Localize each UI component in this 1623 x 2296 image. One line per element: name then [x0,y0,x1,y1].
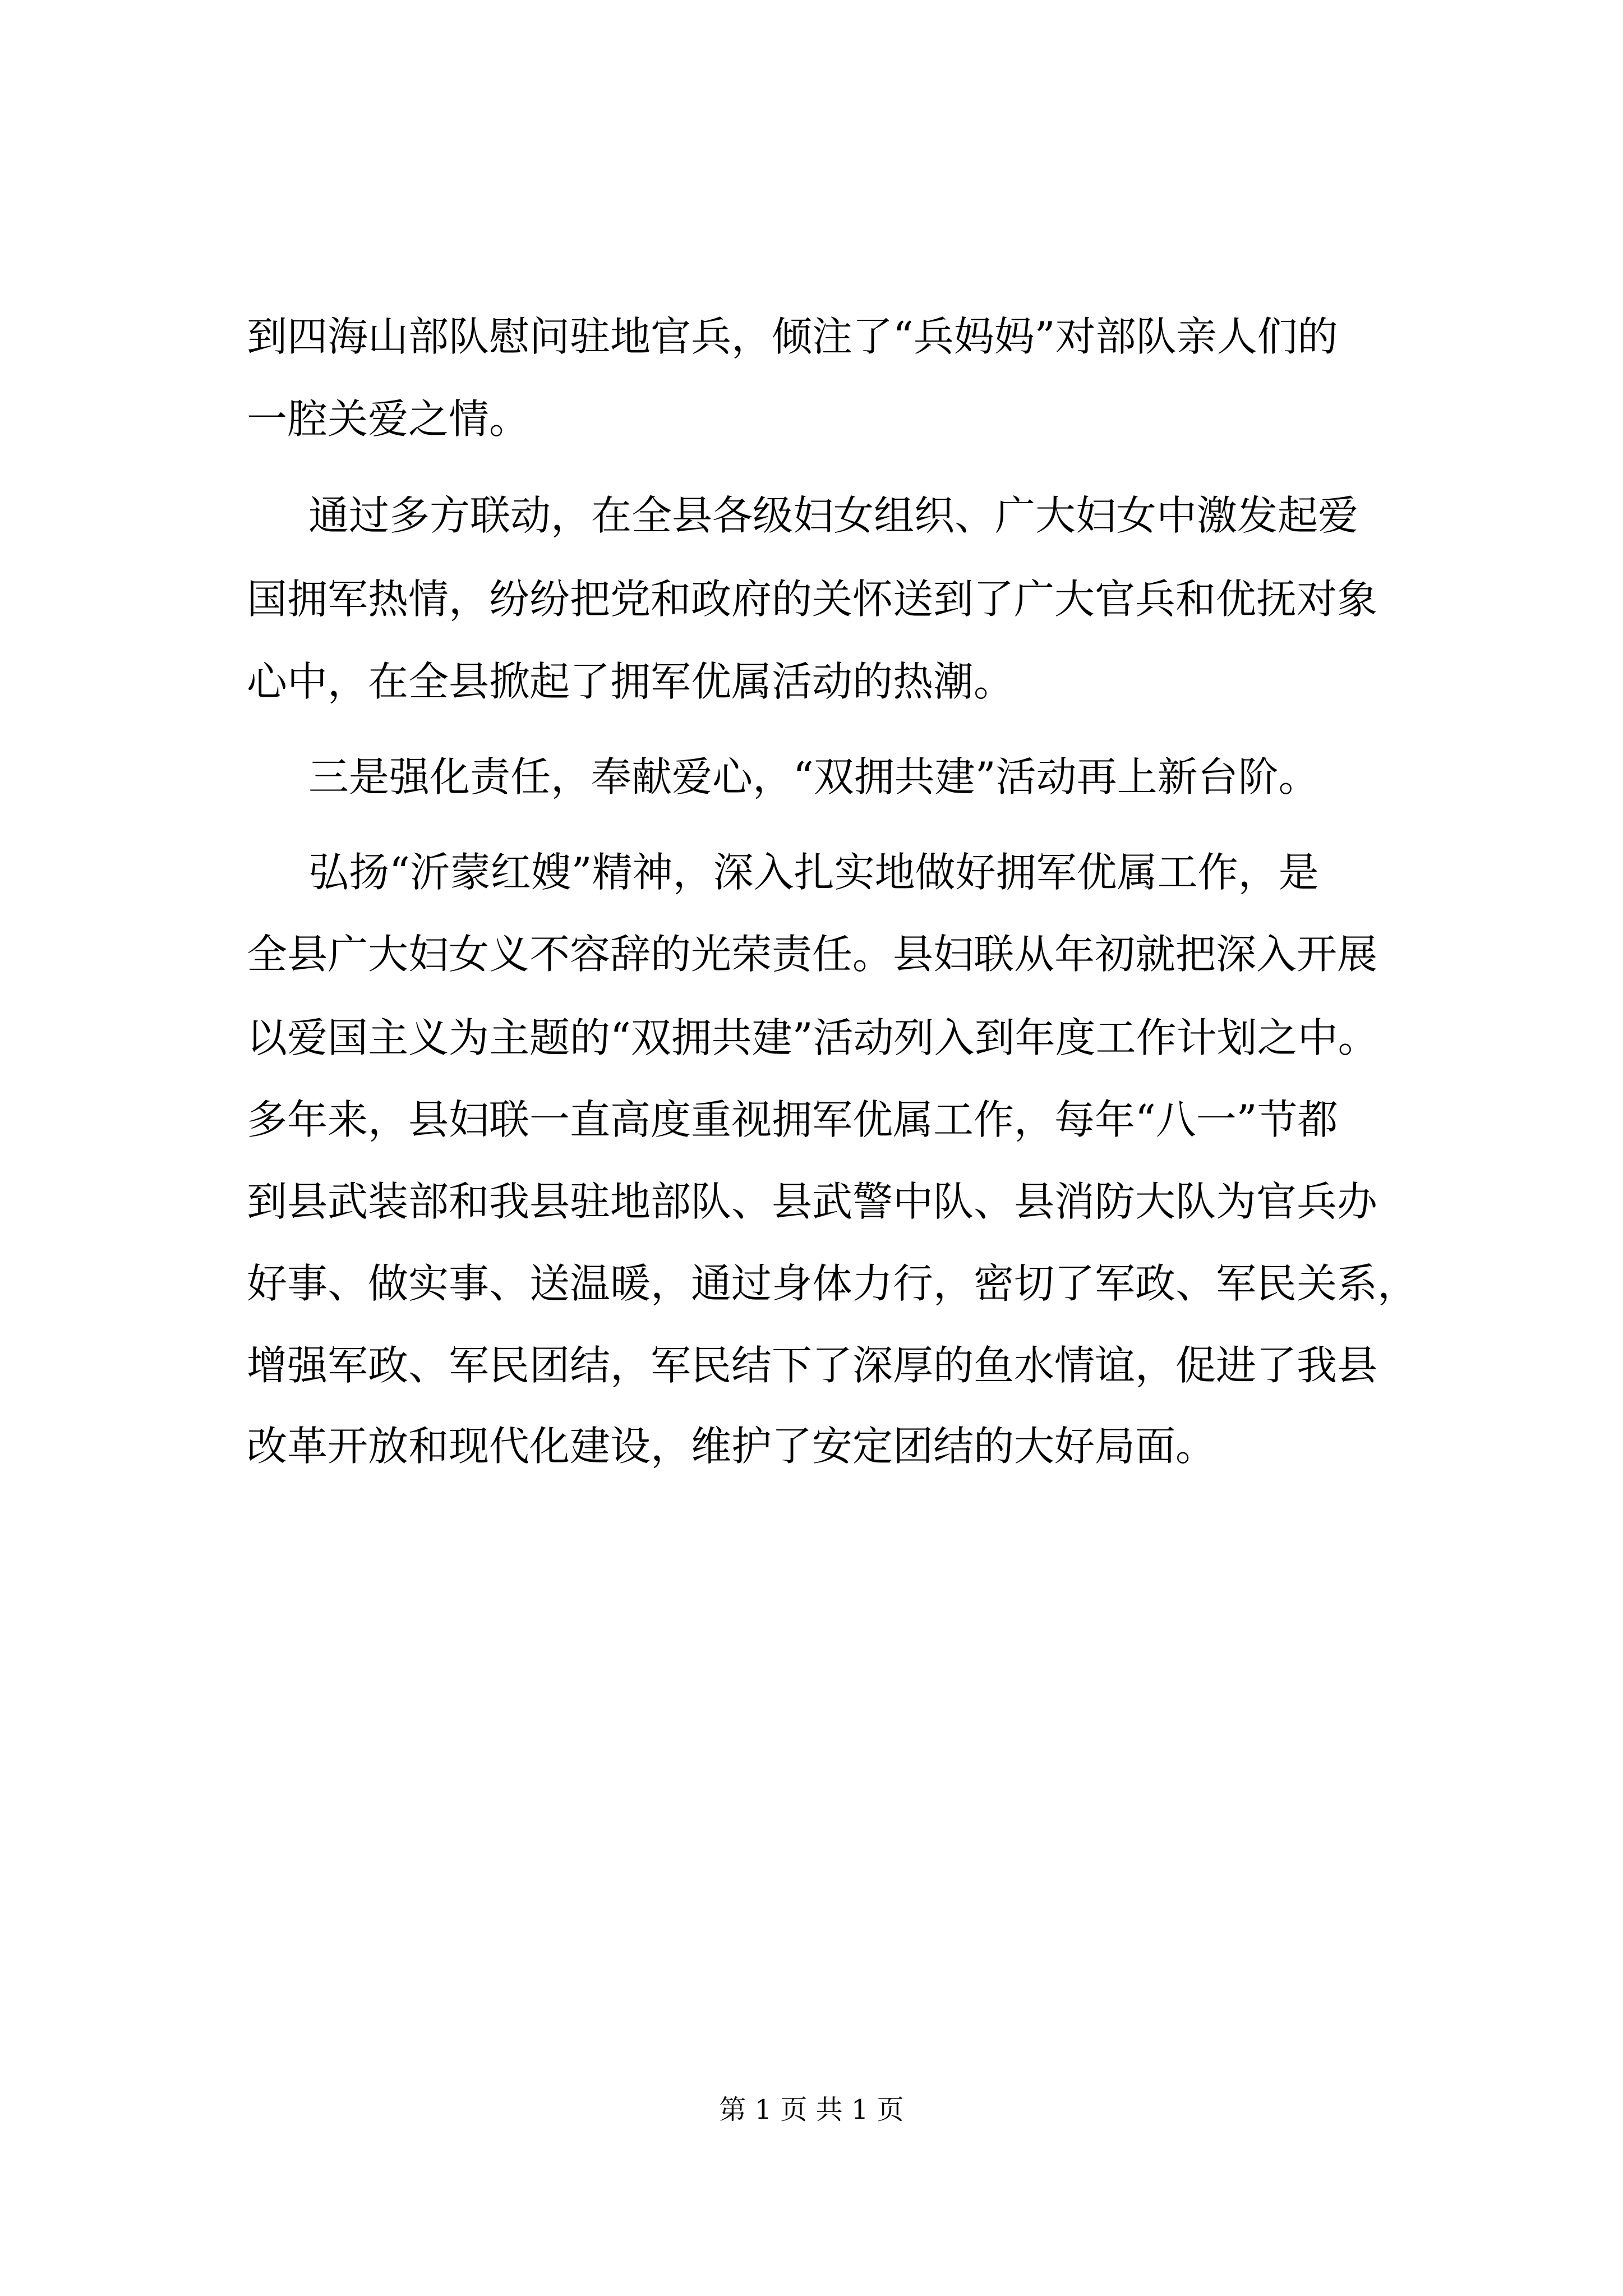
text-line-11: 到县武装部和我县驻地部队、县武警中队、县消防大队为官兵办 [247,1178,1378,1225]
text-line-2: 一腔关爱之情。 [247,395,530,443]
text-line-4: 国拥军热情，纷纷把党和政府的关怀送到了广大官兵和优抚对象 [247,576,1378,623]
text-line-8: 全县广大妇女义不容辞的光荣责任。县妇联从年初就把深入开展 [247,931,1378,978]
text-line-7: 弘扬“沂蒙红嫂”精神，深入扎实地做好拥军优属工作，是 [308,849,1319,896]
text-line-3: 通过多方联动，在全县各级妇女组织、广大妇女中激发起爱 [308,492,1359,539]
page-number-footer: 第 1 页 共 1 页 [719,2094,904,2125]
text-line-13: 增强军政、军民团结，军民结下了深厚的鱼水情谊，促进了我县 [247,1342,1378,1389]
text-line-14: 改革开放和现代化建设，维护了安定团结的大好局面。 [247,1423,1216,1470]
text-line-6: 三是强化责任，奉献爱心，“双拥共建”活动再上新台阶。 [308,753,1319,800]
text-line-12: 好事、做实事、送温暖，通过身体力行，密切了军政、军民关系， [247,1260,1418,1307]
text-line-9: 以爱国主义为主题的“双拥共建”活动列入到年度工作计划之中。 [247,1014,1378,1061]
text-line-10: 多年来，县妇联一直高度重视拥军优属工作，每年“八一”节都 [247,1096,1338,1143]
text-line-5: 心中，在全县掀起了拥军优属活动的热潮。 [247,658,1015,705]
text-line-1: 到四海山部队慰问驻地官兵，倾注了“兵妈妈”对部队亲人们的 [247,313,1338,360]
